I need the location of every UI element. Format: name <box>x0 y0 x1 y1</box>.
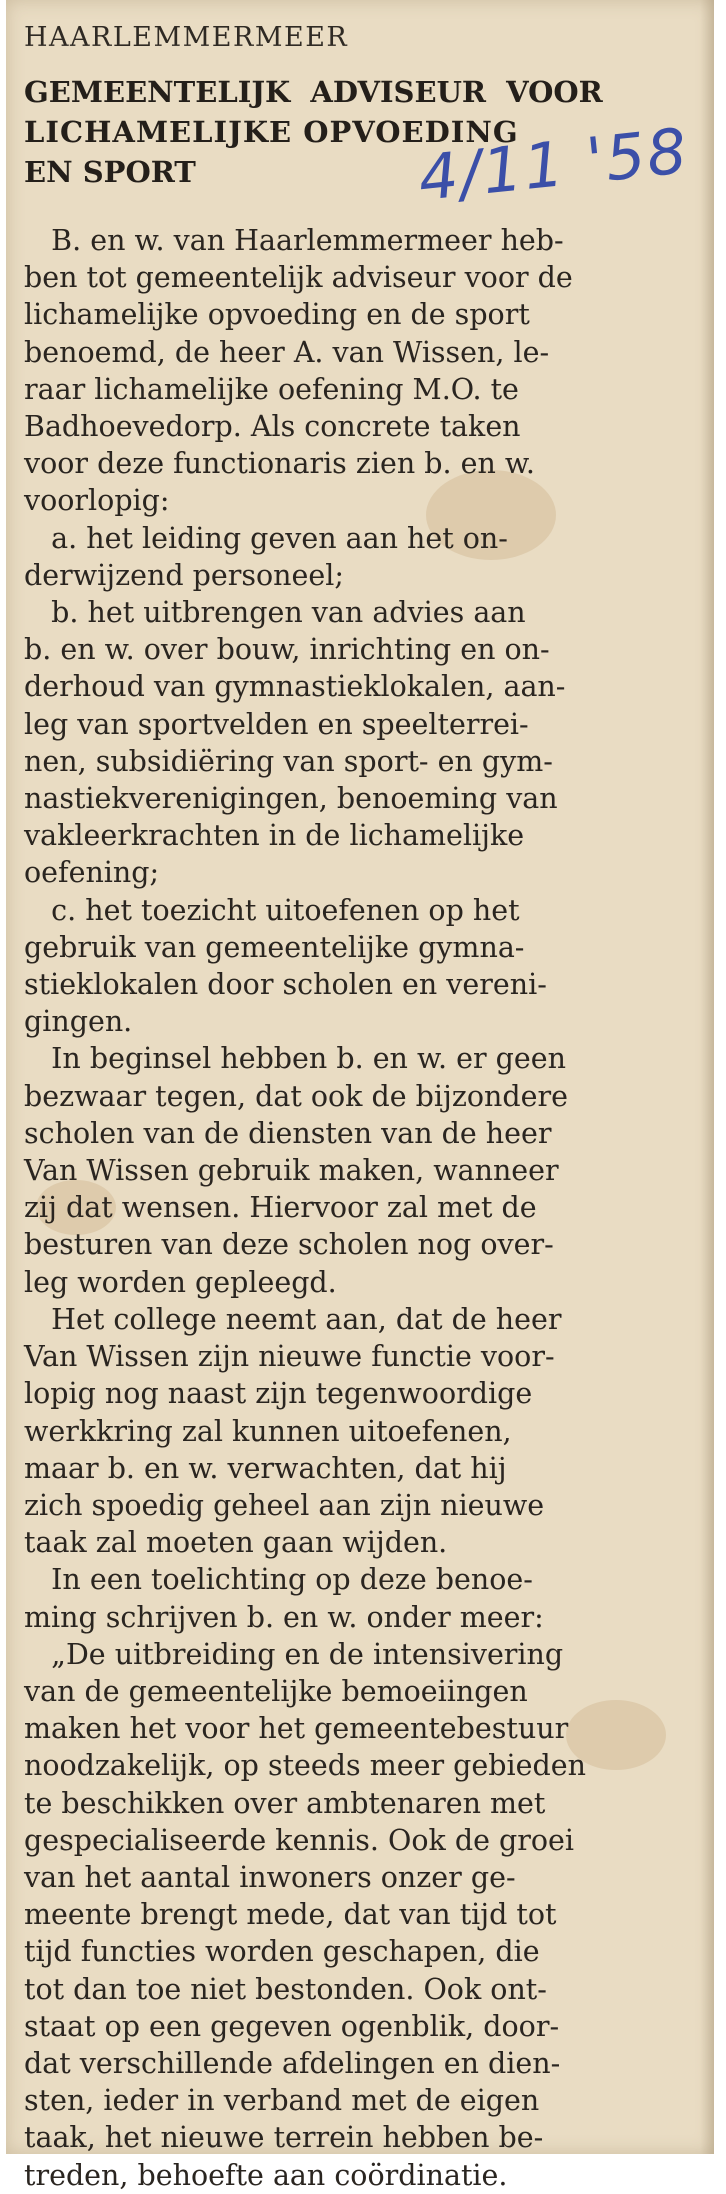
body-line: In een toelichting op deze benoe- <box>24 1563 533 1597</box>
body-line: tot dan toe niet bestonden. Ook ont- <box>24 1972 547 2006</box>
body-line: zich spoedig geheel aan zijn nieuwe <box>24 1488 545 1522</box>
body-line: bezwaar tegen, dat ook de bijzondere <box>24 1079 568 1113</box>
body-line: b. het uitbrengen van advies aan <box>24 596 526 630</box>
body-line: gespecialiseerde kennis. Ook de groei <box>24 1823 575 1857</box>
body-line: derhoud van gymnastieklokalen, aan- <box>24 670 566 704</box>
body-line: c. het toezicht uitoefenen op het <box>24 893 520 927</box>
body-line: leg worden gepleegd. <box>24 1265 337 1299</box>
body-line: tijd functies worden geschapen, die <box>24 1935 540 1969</box>
handwritten-date: 4/11 '58 <box>414 114 692 215</box>
body-line: werkkring zal kunnen uitoefenen, <box>24 1414 512 1448</box>
body-line: ming schrijven b. en w. onder meer: <box>24 1600 544 1634</box>
body-line: meente brengt mede, dat van tijd tot <box>24 1898 557 1932</box>
body-line: zij dat wensen. Hiervoor zal met de <box>24 1191 537 1225</box>
body-line: treden, behoefte aan coördinatie. <box>24 2158 508 2192</box>
body-line: In beginsel hebben b. en w. er geen <box>24 1042 566 1076</box>
body-line: besturen van deze scholen nog over- <box>24 1228 554 1262</box>
title-line: GEMEENTELIJK ADVISEUR VOOR <box>24 75 603 109</box>
body-line: raar lichamelijke oefening M.O. te <box>24 372 519 406</box>
body-line: lopig nog naast zijn tegenwoordige <box>24 1377 533 1411</box>
body-line: derwijzend personeel; <box>24 558 344 592</box>
newspaper-clipping <box>6 0 714 2192</box>
body-line: maken het voor het gemeentebestuur <box>24 1712 569 1746</box>
body-line: nen, subsidiëring van sport- en gym- <box>24 744 553 778</box>
article-body <box>24 222 714 2194</box>
title-line: LICHAMELIJKE OPVOEDING <box>24 115 519 149</box>
body-line: voor deze functionaris zien b. en w. <box>24 447 535 481</box>
body-line: B. en w. van Haarlemmermeer heb- <box>24 224 564 257</box>
body-line: dat verschillende afdelingen en dien- <box>24 2046 561 2080</box>
body-line: a. het leiding geven aan het on- <box>24 521 508 555</box>
section-header: HAARLEMMERMEER <box>24 22 349 53</box>
body-line: staat op een gegeven ogenblik, door- <box>24 2009 560 2043</box>
body-line: b. en w. over bouw, inrichting en on- <box>24 633 550 667</box>
body-line: taak, het nieuwe terrein hebben be- <box>24 2121 544 2155</box>
body-line: gebruik van gemeentelijke gymna- <box>24 930 525 964</box>
body-line: nastiekverenigingen, benoeming van <box>24 782 558 816</box>
body-line: van het aantal inwoners onzer ge- <box>24 1860 516 1894</box>
body-line: Van Wissen zijn nieuwe functie voor- <box>24 1340 555 1374</box>
body-line: „De uitbreiding en de intensivering <box>24 1637 564 1671</box>
body-line: voorlopig: <box>24 484 170 518</box>
body-line: leg van sportvelden en speelterrei- <box>24 707 529 741</box>
body-line: taak zal moeten gaan wijden. <box>24 1526 448 1560</box>
body-line: sten, ieder in verband met de eigen <box>24 2084 540 2118</box>
body-line: oefening; <box>24 856 160 890</box>
body-line: Van Wissen gebruik maken, wanneer <box>24 1154 559 1188</box>
body-line: van de gemeentelijke bemoeiingen <box>24 1674 528 1708</box>
body-line: stieklokalen door scholen en vereni- <box>24 968 547 1002</box>
body-line: vakleerkrachten in de lichamelijke <box>24 819 525 853</box>
body-line: maar b. en w. verwachten, dat hij <box>24 1451 507 1485</box>
body-line: lichamelijke opvoeding en de sport <box>24 298 530 332</box>
body-line: te beschikken over ambtenaren met <box>24 1786 546 1820</box>
body-line: benoemd, de heer A. van Wissen, le- <box>24 335 550 369</box>
body-line: gingen. <box>24 1005 133 1039</box>
body-line: ben tot gemeentelijk adviseur voor de <box>24 261 573 295</box>
title-line: EN SPORT <box>24 155 196 189</box>
body-line: scholen van de diensten van de heer <box>24 1116 552 1150</box>
body-line: noodzakelijk, op steeds meer gebieden <box>24 1749 586 1783</box>
body-line: Het college neemt aan, dat de heer <box>24 1302 562 1336</box>
body-line: Badhoevedorp. Als concrete taken <box>24 410 521 444</box>
